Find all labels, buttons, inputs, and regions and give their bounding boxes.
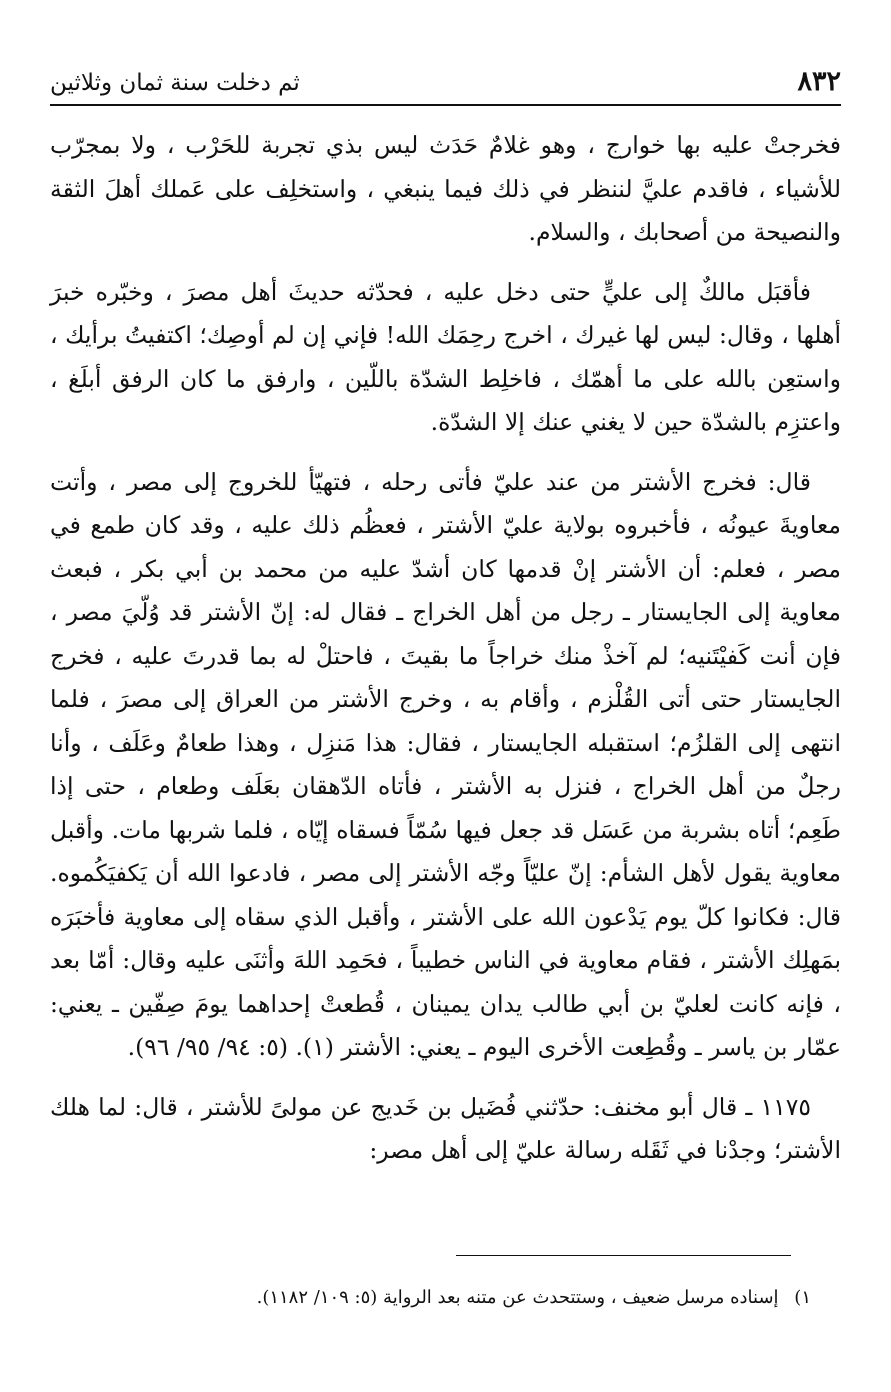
footnote-marker: ١): [794, 1287, 811, 1308]
main-text: [50, 124, 841, 1189]
footnote-divider: [456, 1255, 791, 1256]
paragraph-1: فخرجتْ عليه بها خوارج ، وهو غلامٌ حَدَث ليس بذي تجربة للحَرْب ، ولا بمجرّب للأشياء ، فاقدم عليَّ لننظر في ذلك فيما ينبغي ، واستخلِف على عَملك أهلَ الثقة والنصيحة من أصحابك ، والسلام.: [50, 131, 841, 246]
page-number: ٨٣٢: [797, 66, 841, 97]
paragraph-4: ١١٧٥ ـ قال أبو مخنف: حدّثني فُضَيل بن خَديج عن مولىً للأشتر ، قال: لما هلك الأشتر؛ وجدْنا في ثَقَله رسالة عليّ إلى أهل مصر:: [50, 1092, 841, 1164]
running-title: ثم دخلت سنة ثمان وثلاثين: [50, 70, 300, 96]
page-header: [50, 62, 841, 106]
paragraph-3: قال: فخرج الأشتر من عند عليّ فأتى رحله ، فتهيّأ للخروج إلى مصر ، وأتت معاويةَ عيونُه ، فأخبروه بولاية عليّ الأشتر ، فعظُم ذلك عليه ، وقد كان طمع في مصر ، فعلم: أن الأشتر إنْ قدمها كان أشدّ عليه من محمد بن أبي بكر ، فبعث معاوية إلى الجايستار ـ رجل من أهل الخراج ـ فقال له: إنّ الأشتر قد وُلّيَ مصر ، فإن أنت كَفيْتَنيه؛ لم آخذْ منك خراجاً ما بقيتَ ، فاحتلْ له بما قدرتَ عليه ، فخرج الجايستار حتى أتى القُلْزم ، وأقام به ، وخرج الأشتر من العراق إلى مصرَ ، فلما انتهى إلى القلزُم؛ استقبله الجايستار ، فقال: هذا مَنزِل ، وهذا طعامٌ وعَلَف ، وأنا رجلٌ من أهل الخراج ، فنزل به الأشتر ، فأتاه الدّهقان بعَلَف وطعام ، حتى إذا طَعِم؛ أتاه بشربة من عَسَل قد جعل فيها سُمّاً فسقاه إيّاه ، فلما شربها مات. وأقبل معاوية يقول لأهل الشأم: إنّ عليّاً وجّه الأشتر إلى مصر ، فادعوا الله أن يَكفيَكُموه. قال: فكانوا كلّ يوم يَدْعون الله على الأشتر ، وأقبل الذي سقاه إلى معاوية فأخبَرَه بمَهلِك الأشتر ، فقام معاوية في الناس خطيباً ، فحَمِد اللهَ وأثنَى عليه وقال: أمّا بعد ، فإنه كانت لعليّ بن أبي طالب يدان يمينان ، قُطعتْ إحداهما يومَ صِفّين ـ يعني: عمّار بن ياسر ـ وقُطِعت الأخرى اليوم ـ يعني: الأشتر (١). (٥: ٩٤/ ٩٥/ ٩٦).: [50, 467, 841, 1061]
paragraph-2: فأقبَل مالكٌ إلى عليٍّ حتى دخل عليه ، فحدّثه حديثَ أهل مصرَ ، وخبّره خبرَ أهلها ، وقال: ليس لها غيرك ، اخرج رحِمَك الله! فإني إن لم أوصِك؛ اكتفيتُ برأيك ، واستعِن بالله على ما أهمّك ، فاخلِط الشدّة باللّين ، وارفق ما كان الرفق أبلَغ ، واعتزِم بالشدّة حين لا يغني عنك إلا الشدّة.: [50, 277, 841, 436]
footnote: [50, 1284, 811, 1312]
footnote-text: إسناده مرسل ضعيف ، وستتحدث عن متنه بعد الرواية (٥: ١٠٩/ ١١٨٢).: [256, 1287, 779, 1308]
